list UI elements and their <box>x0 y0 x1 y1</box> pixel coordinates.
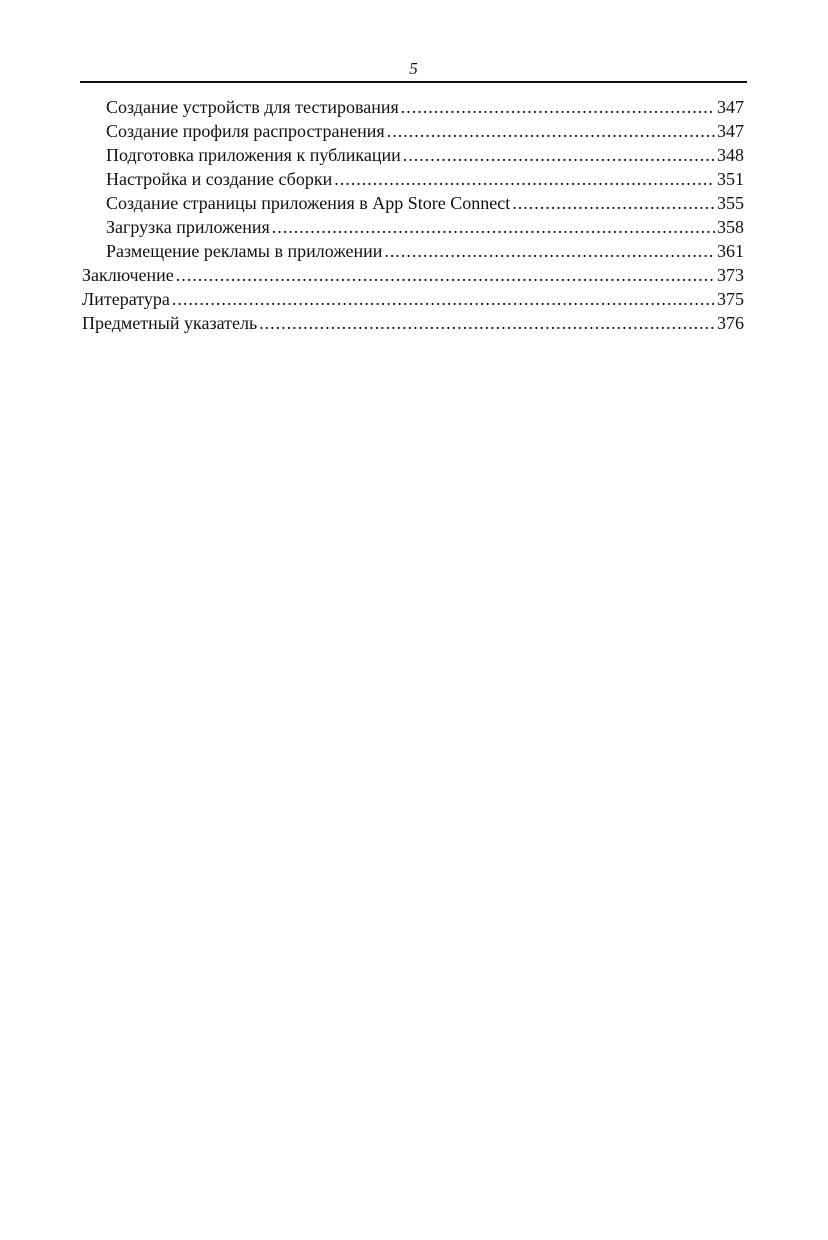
toc-dot-leader <box>272 215 715 239</box>
toc-dot-leader <box>403 143 715 167</box>
toc-dot-leader <box>384 239 715 263</box>
toc-entry-page: 376 <box>717 313 744 333</box>
toc-dot-leader <box>176 263 715 287</box>
toc-entry <box>82 287 744 311</box>
toc-entry-page: 358 <box>717 217 744 237</box>
toc-entry-page: 373 <box>717 265 744 285</box>
toc-entry <box>82 167 744 191</box>
toc-entry-page: 361 <box>717 241 744 261</box>
toc-entry-title: Создание страницы приложения в App Store Connect <box>106 193 511 213</box>
toc-entry-title: Создание профиля распространения <box>106 121 385 141</box>
toc-entry <box>82 311 744 335</box>
page-header <box>80 58 747 84</box>
toc-entry-title: Предметный указатель <box>82 313 258 333</box>
toc-entry-page: 355 <box>717 193 744 213</box>
page-number: 5 <box>409 59 418 78</box>
toc-entry <box>82 143 744 167</box>
header-rule <box>80 81 747 83</box>
toc-entry-page: 348 <box>717 145 744 165</box>
toc-entry-title: Заключение <box>82 265 174 285</box>
toc-entry <box>82 215 744 239</box>
toc-entry <box>82 191 744 215</box>
toc-entry-page: 347 <box>717 97 744 117</box>
table-of-contents <box>82 95 744 335</box>
toc-entry-page: 351 <box>717 169 744 189</box>
toc-dot-leader <box>512 191 715 215</box>
toc-entry-title: Загрузка приложения <box>106 217 270 237</box>
toc-dot-leader <box>401 95 715 119</box>
toc-entry <box>82 239 744 263</box>
toc-dot-leader <box>334 167 715 191</box>
toc-dot-leader <box>259 311 715 335</box>
toc-entry-page: 375 <box>717 289 744 309</box>
toc-dot-leader <box>387 119 715 143</box>
toc-entry <box>82 119 744 143</box>
toc-entry-title: Создание устройств для тестирования <box>106 97 399 117</box>
toc-entry <box>82 95 744 119</box>
toc-dot-leader <box>172 287 715 311</box>
toc-entry-title: Подготовка приложения к публикации <box>106 145 401 165</box>
toc-entry-title: Размещение рекламы в приложении <box>106 241 383 261</box>
toc-entry <box>82 263 744 287</box>
toc-entry-page: 347 <box>717 121 744 141</box>
toc-entry-title: Литература <box>82 289 170 309</box>
toc-entry-title: Настройка и создание сборки <box>106 169 333 189</box>
